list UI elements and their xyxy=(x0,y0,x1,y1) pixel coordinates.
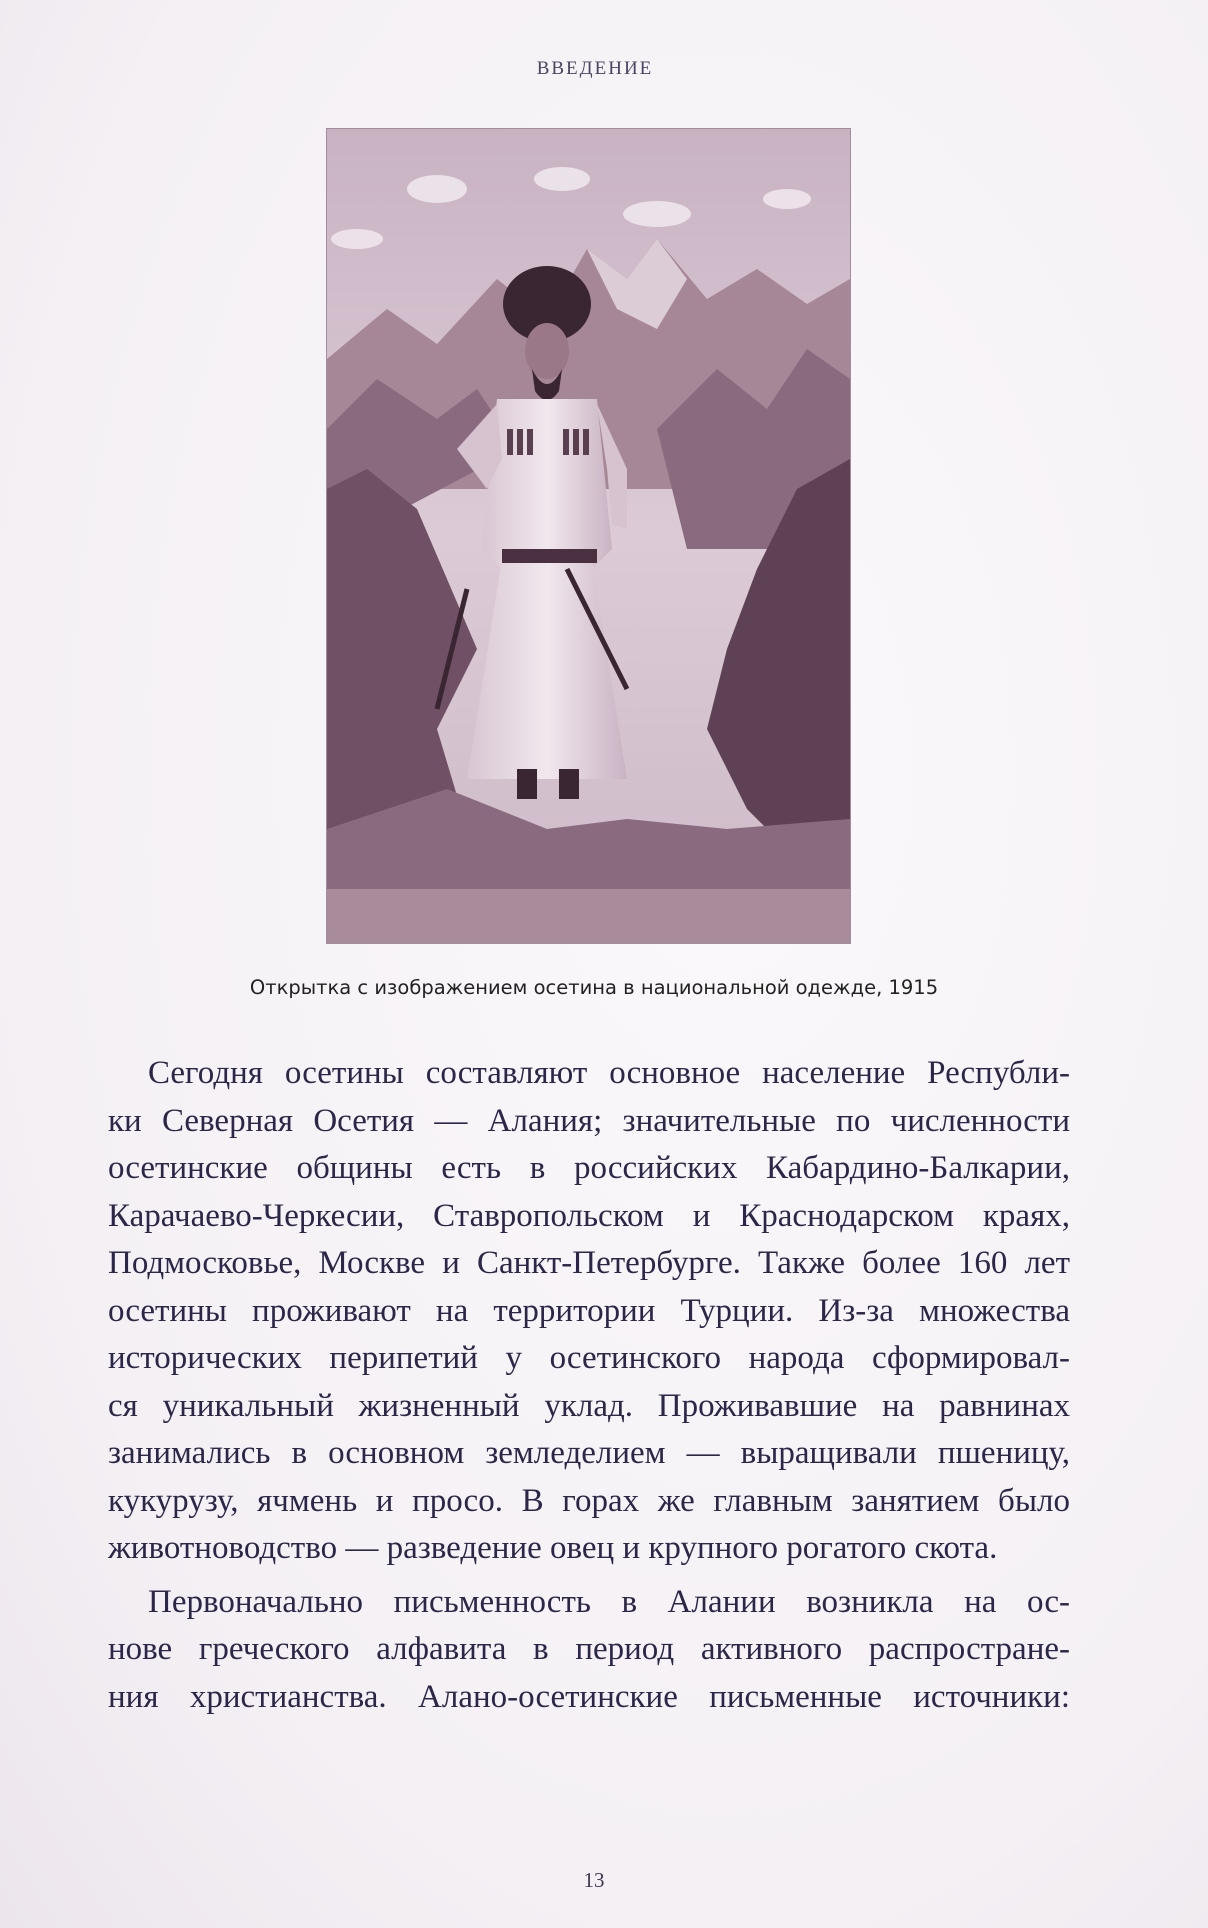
text-line: осетинские общины есть в российских Кабардино-Балкарии, xyxy=(108,1150,1070,1186)
text-line: осетины проживают на территории Турции. Из-за множества xyxy=(108,1292,1070,1329)
text-line: кукурузу, ячмень и просо. В горах же главным занятием было xyxy=(108,1482,1070,1519)
text-line: Первоначально письменность в Алании возникла на ос- xyxy=(148,1583,1070,1620)
page-number: 13 xyxy=(583,1868,605,1892)
text-line: ся уникальный жизненный уклад. Проживавшие на равнинах xyxy=(108,1387,1070,1424)
text-line: занимались в основном земледелием — выращивали пшеницу, xyxy=(108,1435,1070,1471)
text-line: исторических перипетий у осетинского народа сформировал- xyxy=(108,1340,1070,1376)
text-line: нове греческого алфавита в период активного распростране- xyxy=(108,1631,1070,1667)
text-line: животноводство — разведение овец и крупного рогатого скота. xyxy=(108,1530,998,1566)
body-text xyxy=(108,1050,1070,1721)
paragraph-1 xyxy=(108,1050,1070,1573)
text-line: Подмосковье, Москве и Санкт-Петербурге. Также более 160 лет xyxy=(108,1245,1070,1281)
text-line: ки Северная Осетия — Алания; значительные по численности xyxy=(108,1102,1070,1139)
text-line: Карачаево-Черкесии, Ставропольском и Краснодарском краях, xyxy=(108,1197,1070,1234)
postcard-photo xyxy=(327,129,850,943)
text-line: Сегодня осетины составляют основное население Республи- xyxy=(148,1055,1070,1091)
paragraph-2 xyxy=(108,1579,1070,1722)
postcard-illustration xyxy=(326,128,851,944)
figure-caption: Открытка с изображением осетина в национальной одежде, 1915 xyxy=(249,976,939,999)
running-header: ВВЕДЕНИЕ xyxy=(536,58,654,79)
text-line: ния христианства. Алано-осетинские письменные источники: xyxy=(108,1678,1070,1715)
